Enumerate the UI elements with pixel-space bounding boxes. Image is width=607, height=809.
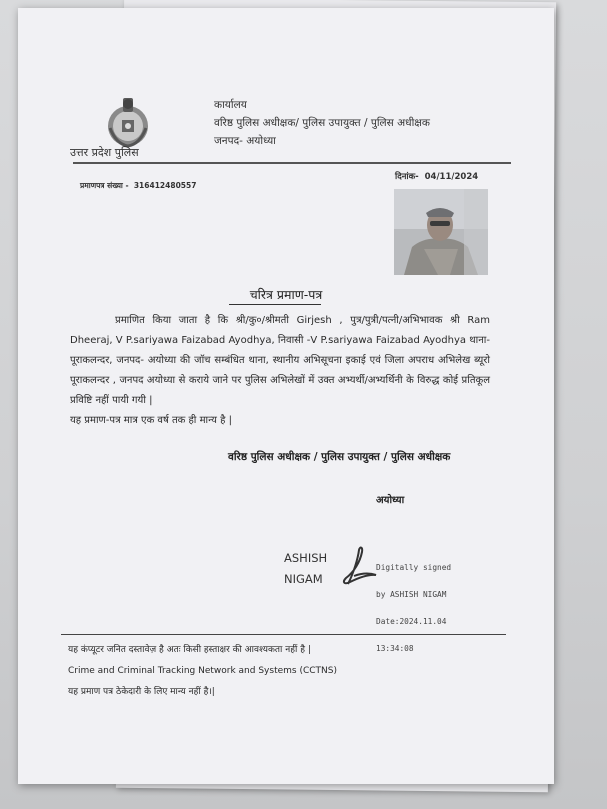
title-underline xyxy=(229,304,321,305)
cert-no-value: 316412480557 xyxy=(133,181,197,190)
office-label: कार्यालय xyxy=(214,99,247,111)
digital-sign-line1: Digitally signed xyxy=(376,563,452,572)
office-designation: वरिष्ठ पुलिस अधीक्षक/ पुलिस उपायुक्त / पुलिस अधीक्षक xyxy=(214,117,430,129)
office-block xyxy=(214,96,430,150)
organization-name: उत्तर प्रदेश पुलिस xyxy=(70,146,139,159)
digital-sign-line2: by ASHISH NIGAM xyxy=(376,590,447,599)
footer-line-2: Crime and Criminal Tracking Network and Systems (CCTNS) xyxy=(68,666,337,676)
applicant-photo xyxy=(394,189,488,275)
photo-image xyxy=(394,189,488,275)
validity-note: यह प्रमाण-पत्र मात्र एक वर्ष तक ही मान्य है | xyxy=(70,415,232,426)
acrobat-signature-icon xyxy=(340,544,378,588)
signer-name-line2: NIGAM xyxy=(284,572,323,586)
footer-notes xyxy=(68,640,337,703)
certificate-number xyxy=(80,181,196,191)
signatory-designation: वरिष्ठ पुलिस अधीक्षक / पुलिस उपायुक्त / पुलिस अधीक्षक xyxy=(228,451,451,463)
date-value: 04/11/2024 xyxy=(424,172,479,182)
digital-sign-line4: 13:34:08 xyxy=(376,644,414,653)
footer-line-3: यह प्रमाण पत्र ठेकेदारी के लिए मान्य नहीं है।| xyxy=(68,687,215,697)
signatory-place: अयोध्या xyxy=(376,495,405,506)
certificate-body xyxy=(70,311,490,431)
up-police-emblem-icon xyxy=(96,92,160,152)
signer-name xyxy=(284,548,327,590)
cert-no-label: प्रमाणपत्र संख्या - xyxy=(80,181,129,190)
footer-divider xyxy=(61,634,506,635)
header-divider xyxy=(73,162,511,164)
signer-name-line1: ASHISH xyxy=(284,551,328,565)
digital-signature-text xyxy=(376,545,451,671)
certificate-title: चरित्र प्रमाण-पत्र xyxy=(249,287,323,302)
date-label: दिनांक- xyxy=(395,172,419,182)
digital-sign-line3: Date:2024.11.04 xyxy=(376,617,447,626)
issue-date xyxy=(395,171,478,182)
certificate-paragraph: प्रमाणित किया जाता है कि श्री/कु०/श्रीमती Girjesh , पुत्र/पुत्री/पत्नी/अभिभावक श्री Ram Dheeraj, V P.sariyawa Faizabad Ayodhya, निवासी -V P.sariyawa Faizabad Ayodhya थाना- पूराकलन्दर, जनपद- अयोध्या की जॉच सम्बंधित थाना, स्थानीय अभिसूचना इकाई एवं जिला अपराध अभिलेख ब्यूरो पूराकलन्दर , जनपद अयोध्या से कराये जाने पर पुलिस अभिलेखों में उक्त अभ्यर्थी/अभ्यर्थिनी के विरुद्ध कोई प्रतिकूल प्रविष्टि नहीं पायी गयी | xyxy=(70,315,490,406)
footer-line-1: यह कंप्यूटर जनित दस्तावेज़ है अतः किसी हस्ताक्षर की आवश्यकता नहीं है | xyxy=(68,645,311,655)
office-district: जनपद- अयोध्या xyxy=(214,135,276,147)
certificate-page xyxy=(18,8,554,784)
